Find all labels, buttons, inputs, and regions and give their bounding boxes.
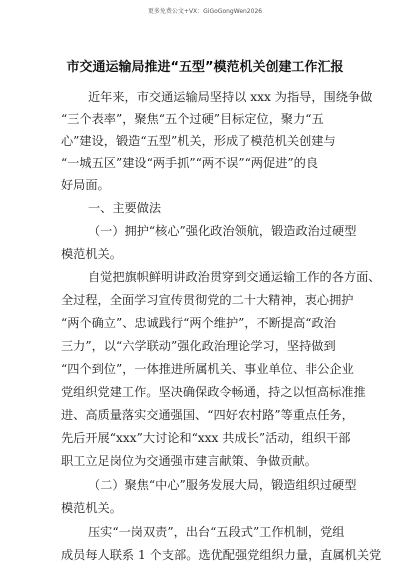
paragraph-line: 党组织党建工作。坚决确保政令畅通，持之以恒高标准推 (61, 385, 366, 399)
paragraph-line: “一城五区”建设“两手抓”“两不误”“两促进”的良 (61, 156, 319, 170)
paragraph-line: 先后开展“xxx”大讨论和“xxx 共成长”活动，组织干部 (61, 431, 351, 445)
paragraph-line: 压实“一岗双责”，出台“五段式”工作机制，党组 (88, 525, 345, 539)
paragraph-line: 三力”，以“六学联动”强化政治理论学习，坚持做到 (61, 339, 336, 353)
paragraph-line: 自觉把旗帜鲜明讲政治贯穿到交通运输工作的各方面、 (88, 270, 381, 284)
paragraph-line: “四个到位”，一体推进所属机关、事业单位、非公企业 (61, 362, 354, 376)
paragraph-line: 成员每人联系 1 个支部。选优配强党组织力量，直属机关党 (61, 548, 382, 562)
paragraph-line: 进、高质量落实交通强国、“四好农村路”等重点任务， (61, 408, 354, 422)
paragraph-line: 好局面。 (61, 178, 110, 192)
paragraph-line: “三个表率”，聚焦“五个过硬”目标定位，聚力“五 (61, 112, 324, 126)
subsection-heading: （一）拥护“核心”强化政治领航，锻造政治过硬型 (88, 224, 357, 238)
paragraph-line: 心”建设，锻造“五型”机关，形成了模范机关创建与 (61, 134, 336, 148)
paragraph-line: 职工立足岗位为交通强市建言献策、争做贡献。 (61, 454, 317, 468)
section-heading: 一、主要做法 (88, 201, 162, 215)
subsection-heading: 模范机关。 (61, 247, 122, 261)
paragraph-line: “两个确立”、忠诚践行“两个维护”，不断提高“政治 (61, 316, 336, 330)
document-title: 市交通运输局推进“五型”模范机关创建工作汇报 (66, 60, 344, 75)
paragraph-line: 全过程，全面学习宣传贯彻党的二十大精神，衷心拥护 (61, 293, 354, 307)
header-note: 更多免费公文+VX：GiGoGongWen2026 (147, 8, 263, 15)
paragraph-line: 近年来，市交通运输局坚持以 xxx 为指导，围绕争做 (88, 90, 373, 104)
subsection-heading: 模范机关。 (61, 501, 122, 515)
subsection-heading: （二）聚焦“中心”服务发展大局，锻造组织过硬型 (88, 478, 357, 492)
